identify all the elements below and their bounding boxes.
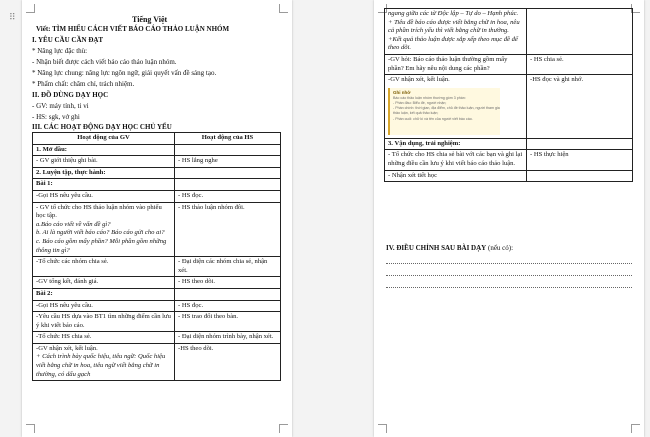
text-line: * Phẩm chất: chăm chỉ, trách nhiệm. (32, 80, 135, 88)
gv-text: -Gọi HS nêu yêu cầu. (36, 301, 93, 309)
blank-line (386, 262, 632, 264)
hs-text: - HS đọc. (178, 191, 204, 199)
drag-handle-icon[interactable]: ⠿ (9, 13, 16, 23)
hs-cell (527, 138, 633, 150)
text-line: - HS: sgk, vở ghi (32, 113, 80, 121)
column-header: Hoạt động của HS (175, 133, 281, 145)
hs-cell (527, 54, 633, 74)
hs-cell (175, 312, 281, 332)
document-page-2 (374, 0, 644, 437)
table-row (33, 257, 281, 277)
gv-cell (33, 300, 175, 312)
text-line: * Năng lực đặc thù: (32, 47, 88, 55)
hs-cell (175, 144, 281, 156)
table-row (33, 300, 281, 312)
gv-text: 3. Vận dụng, trải nghiệm: (388, 139, 461, 147)
gv-cell (33, 190, 175, 202)
gv-cell (385, 138, 527, 150)
crop-mark (279, 424, 288, 433)
gv-text: -GV nhận xét, kết luận. (388, 76, 450, 84)
table-row (385, 170, 633, 182)
crop-mark (631, 424, 640, 433)
gv-text: -GV nhận xét, kết luận. (36, 344, 98, 352)
crop-mark (26, 4, 35, 13)
gv-cell (33, 343, 175, 380)
gv-cell (33, 167, 175, 179)
gv-text: - GV tổ chức cho HS thảo luận nhóm vào phiếu học tập. (36, 203, 162, 220)
gv-text: -Gọi HS nêu yêu cầu. (36, 191, 93, 199)
page-header: Tiếng Việt (132, 15, 168, 24)
crop-mark (26, 424, 35, 433)
table-row (385, 54, 633, 74)
gv-text: - Nhận xét tiết học (388, 171, 438, 179)
table-row (385, 138, 633, 150)
gv-cell (33, 144, 175, 156)
gv-cell (385, 170, 527, 182)
hs-cell (175, 167, 281, 179)
section-heading: I. YÊU CẦU CẦN ĐẠT (32, 36, 104, 44)
question-text: + Cách trình bày quốc hiệu, tiêu ngữ: Quốc hiệu viết bằng chữ in hoa, tiêu ngữ viết bằng chữ in thường, có dấu gạch (36, 353, 166, 378)
lesson-title: Viết: TÌM HIỂU CÁCH VIẾT BÁO CÁO THẢO LUẬN NHÓM (36, 25, 230, 33)
activity-table (32, 132, 281, 381)
hs-cell (527, 75, 633, 139)
note-line: - Phần chính: thời gian, địa điểm, chủ đề thảo luận, người tham gia (393, 106, 500, 111)
table-row (385, 9, 633, 55)
hs-cell (175, 179, 281, 191)
hs-text: - HS đọc. (178, 301, 204, 309)
gv-text: -GV hỏi: Báo cáo thảo luận thường gồm mấy phần? Em hãy nêu nội dung các phần? (388, 55, 508, 72)
gv-text: - GV giới thiệu ghi bài. (36, 157, 98, 165)
table-row (33, 156, 281, 168)
summary-note-image (388, 88, 500, 135)
table-row (33, 179, 281, 191)
hs-text: - HS theo dõi. (178, 278, 215, 286)
gv-text: Bài 2: (36, 289, 53, 297)
gv-text: ngang giữa các từ Độc lập – Tự do – Hạnh phúc. (388, 10, 519, 17)
text-line: * Năng lực chung: năng lực ngôn ngữ, giải quyết vấn đề sáng tạo. (32, 69, 217, 77)
gv-cell (385, 54, 527, 74)
hs-cell (527, 170, 633, 182)
hs-cell (175, 277, 281, 289)
gv-text: 1. Mở đầu: (36, 145, 67, 153)
gv-cell (33, 202, 175, 257)
section-heading-suffix: (nếu có): (486, 244, 514, 252)
table-row (385, 150, 633, 170)
blank-line (386, 274, 632, 276)
gv-text: -Yêu cầu HS dựa vào BT1 tìm những điểm cần lưu ý khi viết báo cáo. (36, 313, 171, 329)
section-heading (386, 244, 513, 252)
table-row (33, 190, 281, 202)
question-text: b. Ai là người viết báo cáo? Báo cáo gửi cho ai? (36, 229, 165, 237)
gv-cell (33, 156, 175, 168)
gv-text: -GV tổng kết, đánh giá. (36, 278, 99, 286)
hs-text: -HS đọc và ghi nhớ. (530, 76, 584, 84)
hs-text: -HS theo dõi. (178, 344, 214, 352)
hs-text: - HS lắng nghe (178, 157, 218, 165)
gv-cell (33, 312, 175, 332)
table-row (33, 288, 281, 300)
gv-cell (385, 75, 527, 139)
note-line: - Phần đầu: Biểu đề, người nhận; (393, 100, 447, 105)
hs-cell (175, 202, 281, 257)
text-line: - Nhận biết được cách viết báo cáo thảo luận nhóm. (32, 58, 177, 66)
document-page-1 (22, 0, 292, 437)
column-header: Hoạt động của GV (33, 133, 175, 145)
table-row (33, 277, 281, 289)
gv-text: -Tổ chức các nhóm chia sẻ. (36, 258, 109, 266)
activity-table (384, 8, 633, 182)
gv-cell (33, 277, 175, 289)
table-row (33, 167, 281, 179)
note-line: Báo cáo thảo luận nhóm thường gồm 3 phần: (393, 95, 466, 100)
gv-cell (33, 288, 175, 300)
gv-text: - Tổ chức cho HS chia sẻ bài với các bạn và ghi lại những điều cần lưu ý khi viết báo cáo thảo luận. (388, 151, 523, 167)
gv-cell (33, 257, 175, 277)
hs-cell (175, 190, 281, 202)
section-heading-text: IV. ĐIỀU CHỈNH SAU BÀI DẠY (386, 244, 487, 252)
table-row (33, 202, 281, 257)
gv-text: Bài 1: (36, 180, 53, 188)
gv-cell (385, 9, 527, 55)
question-text: +Kết quả thảo luận được sắp xếp theo mục đề để theo dõi. (388, 35, 518, 52)
crop-mark (378, 424, 387, 433)
note-line: thảo luận, kết quả thảo luận; (393, 111, 439, 116)
hs-cell (175, 257, 281, 277)
hs-text: - HS thảo luận nhóm đôi. (178, 203, 245, 211)
table-row (33, 144, 281, 156)
table-row (33, 312, 281, 332)
section-heading: III. CÁC HOẠT ĐỘNG DẠY HỌC CHỦ YẾU (32, 123, 172, 131)
hs-text: - HS chia sẻ. (530, 55, 564, 63)
hs-text: - Đại diện nhóm trình bày, nhận xét. (178, 333, 274, 341)
gv-cell (33, 332, 175, 344)
hs-cell (175, 343, 281, 380)
hs-cell (527, 150, 633, 170)
note-title: Ghi nhớ (393, 89, 411, 95)
table-row (33, 332, 281, 344)
hs-text: - Đại diện các nhóm chia sẻ, nhận xét. (178, 258, 268, 274)
hs-cell (175, 332, 281, 344)
gv-cell (33, 179, 175, 191)
question-text: a.Báo cáo viết về vấn đề gì? (36, 220, 111, 228)
table-row (33, 343, 281, 380)
hs-cell (175, 156, 281, 168)
section-heading: II. ĐỒ DÙNG DẠY HỌC (32, 91, 109, 99)
gv-text: -Tổ chức HS chia sẻ. (36, 333, 92, 341)
note-line: - Phần cuối: chữ kí và tên của người viết báo cáo. (393, 116, 473, 121)
hs-text: - HS thực hiện (530, 151, 569, 159)
hs-text: - HS trao đổi theo bàn. (178, 313, 239, 321)
question-text: + Tiêu đề báo cáo được viết bằng chữ in hoa, nêu cả phần trích yếu thì viết bằng chữ in thường. (388, 18, 520, 35)
crop-mark (279, 4, 288, 13)
text-line: - GV: máy tính, ti vi (32, 102, 89, 110)
table-row (385, 75, 633, 139)
hs-cell (175, 288, 281, 300)
gv-cell (385, 150, 527, 170)
hs-cell (175, 300, 281, 312)
gv-text: 2. Luyện tập, thực hành: (36, 168, 106, 176)
blank-line (386, 286, 632, 288)
hs-cell (527, 9, 633, 55)
question-text: c. Báo cáo gồm mấy phần? Mỗi phần gồm những thông tin gì? (36, 237, 167, 254)
